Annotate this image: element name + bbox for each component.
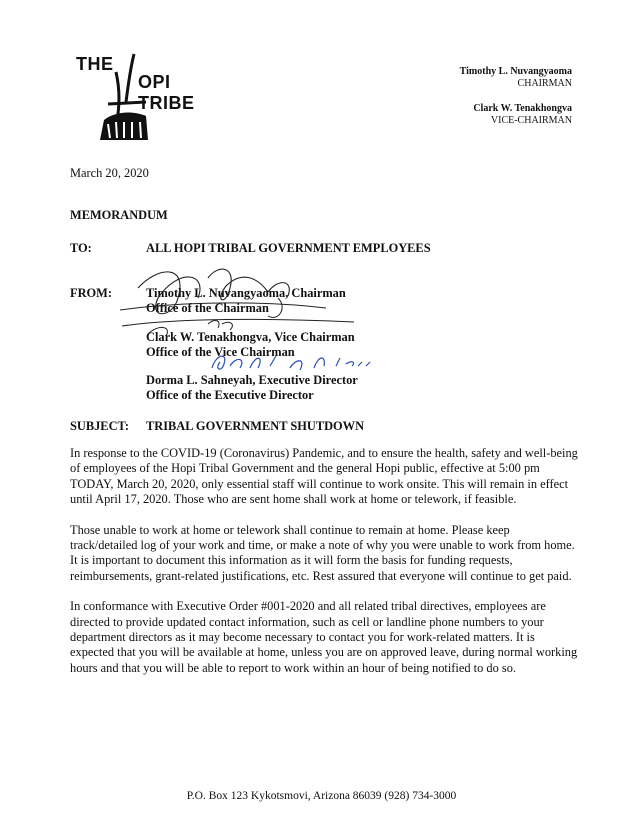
- sender-name: Dorma L. Sahneyah, Executive Director: [146, 373, 358, 387]
- logo-tribe-name: OPI TRIBE: [138, 72, 195, 113]
- from-label: FROM:: [70, 286, 112, 300]
- body-paragraph: In response to the COVID-19 (Coronavirus) Pandemic, and to ensure the health, safety and well-being of employees of the Hopi Tribal Government and the general Hopi public, effective at 5:00 pm TODAY, March 20, 2020, only essential staff will continue to work onsite. This will remain in effect until April 17, 2020. Those who are sent home shall work at home or telework, if feasible.: [70, 446, 578, 507]
- sender-office: Office of the Chairman: [146, 301, 269, 315]
- to-label: TO:: [70, 241, 92, 255]
- signature-executive-director: [206, 348, 376, 378]
- officer-name: Timothy L. Nuvangyaoma: [459, 66, 572, 77]
- memo-date: March 20, 2020: [70, 166, 149, 180]
- body-paragraph: Those unable to work at home or telework shall continue to remain at home. Please keep track/detailed log of your work and time, or make a note of why you were unable to work from home. It is important to document this information as it will form the basis for funding requests, reimbursements, grant-related justifications, etc. Rest assured that everyone will continue to get paid.: [70, 522, 575, 583]
- logo-the: THE: [76, 54, 114, 74]
- body-paragraph: In conformance with Executive Order #001-2020 and all related tribal directives, employees are directed to provide updated contact information, such as cell or landline phone numbers to your department directors as it may become necessary to contact you for work-related matters. It is expected that you will be available at home, unless you are on approved leave, during normal working hours and that you will be able to report to work within an hour of being notified to do so.: [70, 599, 578, 675]
- to-value: ALL HOPI TRIBAL GOVERNMENT EMPLOYEES: [146, 241, 431, 255]
- sender-name: Clark W. Tenakhongva, Vice Chairman: [146, 330, 355, 344]
- officer-name: Clark W. Tenakhongva: [473, 103, 572, 114]
- memo-heading: MEMORANDUM: [70, 208, 168, 222]
- subject-value: TRIBAL GOVERNMENT SHUTDOWN: [146, 419, 365, 433]
- memo-body: [70, 446, 578, 676]
- officers-list: [352, 66, 572, 127]
- footer-address: P.O. Box 123 Kykotsmovi, Arizona 86039 (928) 734-3000: [186, 790, 457, 802]
- officer-title: CHAIRMAN: [517, 78, 572, 89]
- signature-vice-chairman: [118, 312, 358, 352]
- subject-label: SUBJECT:: [70, 419, 129, 433]
- tribe-logo: [70, 44, 210, 144]
- sender-office: Office of the Vice Chairman: [146, 345, 295, 359]
- sender-name: Timothy L. Nuvangyaoma, Chairman: [146, 286, 346, 300]
- officer-title: VICE-CHAIRMAN: [490, 115, 572, 126]
- sender-office: Office of the Executive Director: [146, 388, 314, 402]
